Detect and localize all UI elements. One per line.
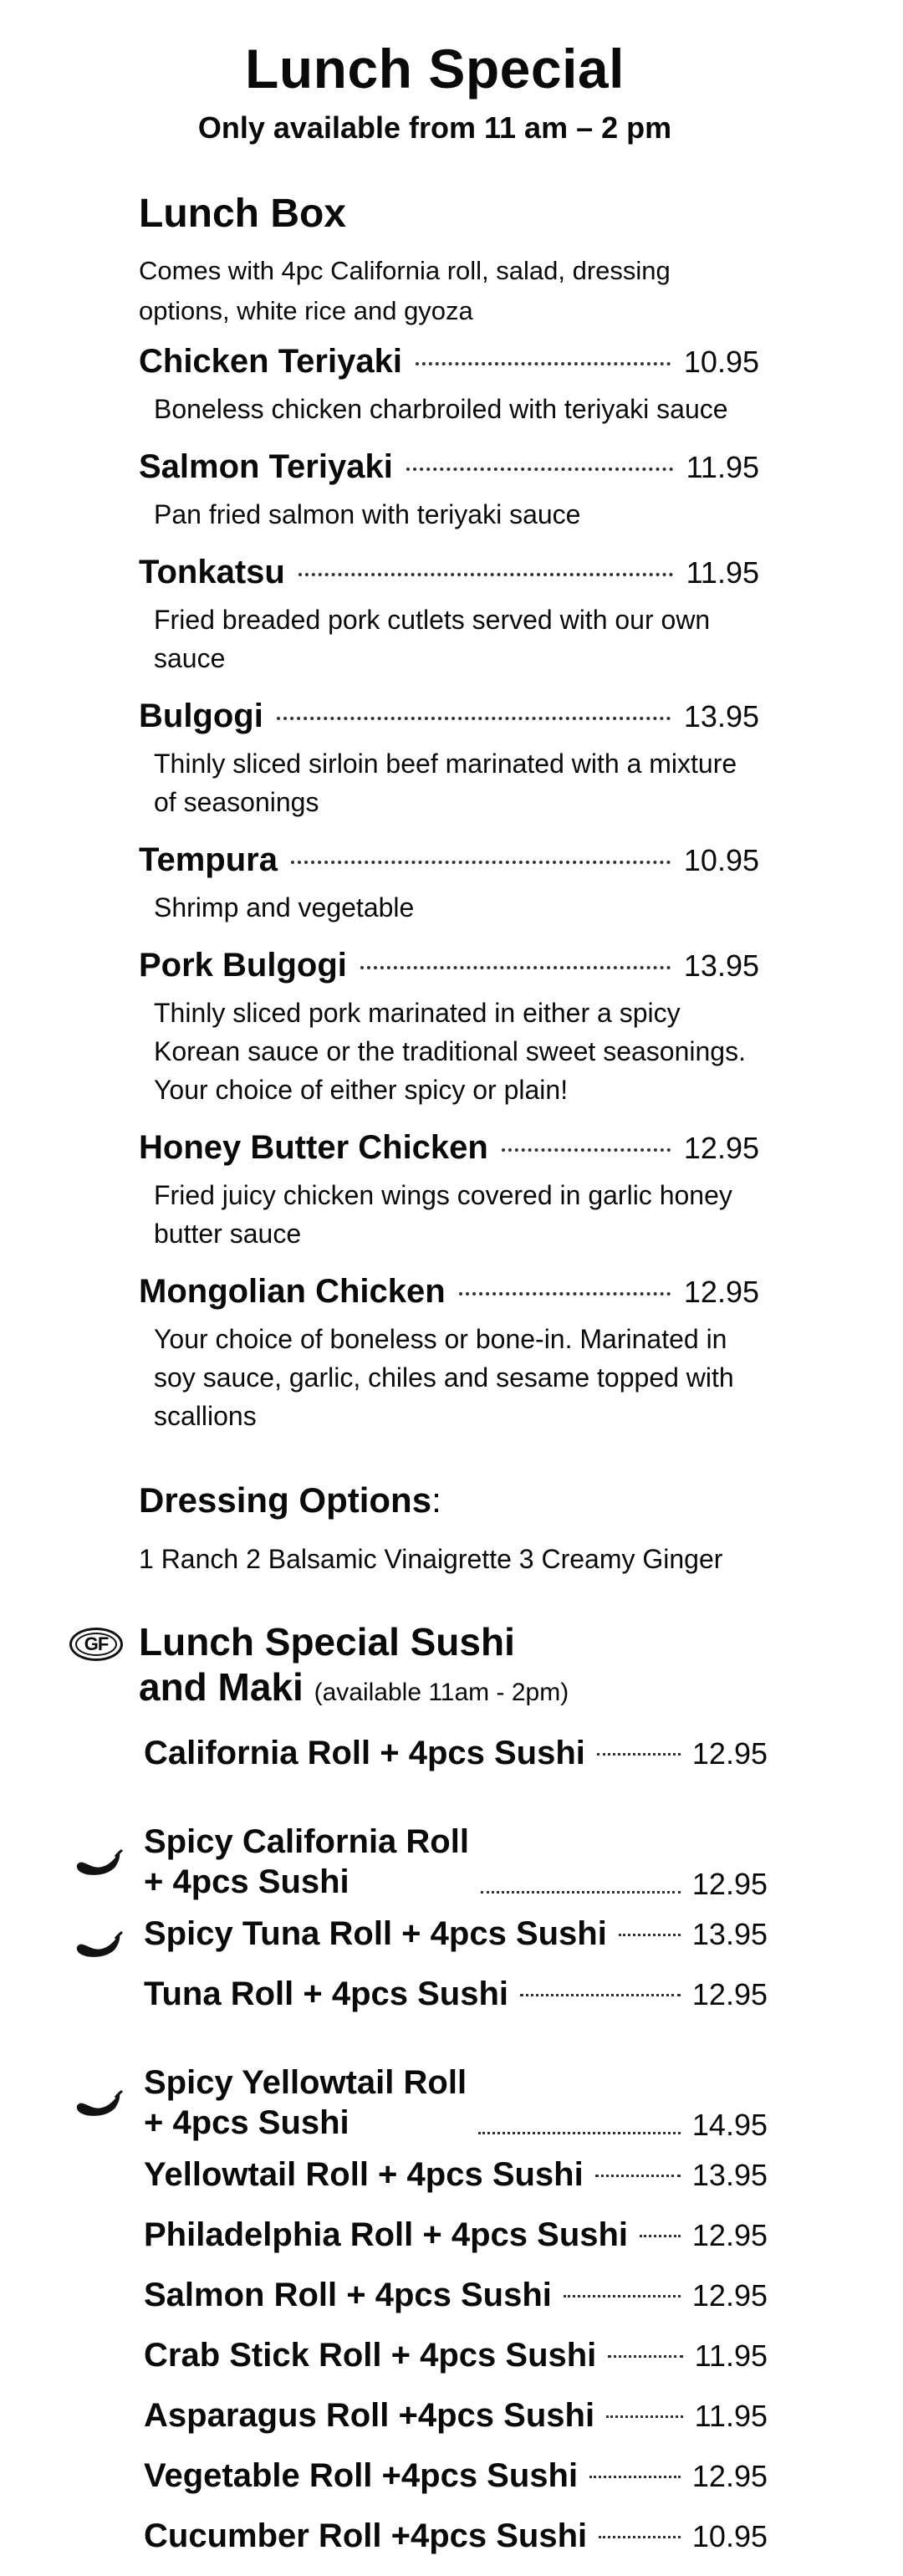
item-name: Tonkatsu — [139, 554, 285, 590]
sushi-item-price: 10.95 — [691, 2519, 768, 2553]
dot-leader — [277, 717, 671, 720]
sushi-item — [144, 2215, 768, 2275]
dot-leader — [298, 573, 673, 576]
sushi-item-price: 12.95 — [691, 2459, 768, 2493]
name-line1: Spicy California Roll — [144, 1823, 469, 1860]
dot-leader — [597, 1753, 681, 1756]
dot-leader — [291, 861, 671, 864]
item-price: 13.95 — [683, 948, 759, 983]
item-description: Thinly sliced sirloin beef marinated with a mixture of seasonings — [154, 749, 737, 817]
menu-item-bulgogi — [139, 698, 759, 821]
item-name: Pork Bulgogi — [139, 947, 347, 984]
item-name: Chicken Teriyaki — [139, 343, 402, 380]
sushi-item-price: 12.95 — [691, 1977, 768, 2011]
lunch-box-description: Comes with 4pc California roll, salad, dressing options, white rice and gyoza — [139, 256, 671, 325]
menu-item-tempura — [139, 841, 759, 927]
sushi-item-name: Salmon Roll + 4pcs Sushi — [144, 2277, 552, 2313]
dot-leader — [640, 2235, 681, 2237]
availability-subtitle: Only available from 11 am – 2 pm — [197, 110, 672, 145]
item-price: 10.95 — [683, 345, 759, 379]
sushi-item — [144, 2154, 768, 2215]
sushi-item-name: Spicy Tuna Roll + 4pcs Sushi — [144, 1915, 607, 1952]
sushi-item-price: 12.95 — [691, 2278, 768, 2313]
menu-item-pork-bulgogi — [139, 947, 759, 1109]
item-description: Boneless chicken charbroiled with teriyaki sauce — [154, 394, 728, 424]
name-line1: Spicy Yellowtail Roll — [144, 2064, 467, 2101]
item-price: 10.95 — [683, 843, 759, 877]
sushi-title-line2: and Maki — [139, 1665, 304, 1709]
sushi-item-price: 12.95 — [691, 1736, 768, 1771]
name-line2: + 4pcs Sushi — [144, 2104, 349, 2141]
dot-leader — [619, 1934, 681, 1936]
sushi-item — [144, 2395, 768, 2456]
menu-item-honey-butter-chicken — [139, 1129, 759, 1253]
sushi-item-price: 12.95 — [691, 2218, 768, 2252]
dot-leader — [478, 2132, 681, 2134]
item-name: Mongolian Chicken — [139, 1273, 446, 1310]
dot-leader — [360, 966, 671, 969]
name-line2: + 4pcs Sushi — [144, 1863, 349, 1900]
dot-leader — [589, 2476, 681, 2478]
sushi-item-price: 13.95 — [691, 1917, 768, 1951]
dot-leader — [502, 1148, 671, 1152]
sushi-items — [144, 1733, 768, 2576]
sushi-item-price: 11.95 — [694, 2338, 768, 2373]
dot-leader — [564, 2295, 681, 2297]
dot-leader — [459, 1292, 671, 1296]
chili-pepper-icon — [74, 1848, 124, 1877]
menu-item-mongolian-chicken — [139, 1273, 759, 1435]
sushi-availability-note: (available 11am - 2pm) — [314, 1679, 569, 1706]
sushi-item-name: Vegetable Roll +4pcs Sushi — [144, 2457, 579, 2494]
sushi-section-title — [139, 1619, 569, 1715]
item-price: 12.95 — [683, 1275, 759, 1309]
menu-item-chicken-teriyaki — [139, 343, 759, 428]
sushi-item-name: Asparagus Roll +4pcs Sushi — [144, 2397, 595, 2434]
sushi-item — [144, 1733, 768, 1793]
sushi-item-price: 12.95 — [691, 1867, 768, 1901]
dot-leader — [606, 2415, 683, 2418]
sushi-item — [144, 1793, 768, 1914]
item-description: Your choice of boneless or bone-in. Marinated in soy sauce, garlic, chiles and sesame topped with scallions — [154, 1324, 734, 1431]
dot-leader — [608, 2355, 682, 2358]
sushi-item — [144, 1974, 768, 2034]
item-price: 13.95 — [683, 699, 759, 733]
lunch-box-title: Lunch Box — [139, 192, 346, 236]
sushi-title-line1: Lunch Special Sushi — [139, 1620, 515, 1664]
item-description: Fried breaded pork cutlets served with our own sauce — [154, 605, 711, 673]
dot-leader — [406, 468, 673, 471]
item-name: Salmon Teriyaki — [139, 448, 393, 485]
dot-leader — [595, 2175, 681, 2177]
gf-badge-text: GF — [84, 1633, 109, 1654]
item-price: 12.95 — [683, 1131, 759, 1165]
dressing-options-list: 1 Ranch 2 Balsamic Vinaigrette 3 Creamy Ginger — [139, 1544, 723, 1574]
sushi-item-name: California Roll + 4pcs Sushi — [144, 1735, 585, 1771]
item-price: 11.95 — [686, 555, 759, 590]
dot-leader — [599, 2536, 681, 2538]
sushi-item-name: Philadelphia Roll + 4pcs Sushi — [144, 2216, 629, 2253]
sushi-item-name: Crab Stick Roll + 4pcs Sushi — [144, 2337, 597, 2374]
sushi-item — [144, 1914, 768, 1974]
sushi-item-name: Yellowtail Roll + 4pcs Sushi — [144, 2156, 584, 2193]
dressing-title-text: Dressing Options — [139, 1480, 432, 1520]
sushi-item — [144, 2275, 768, 2335]
item-price: 11.95 — [686, 450, 759, 484]
lunch-box-items — [139, 343, 759, 1455]
gluten-free-icon — [69, 1628, 123, 1661]
chili-pepper-icon — [74, 1930, 124, 1959]
dressing-options-title: Dressing Options: — [139, 1480, 441, 1520]
sushi-item-price: 13.95 — [691, 2158, 768, 2192]
menu-item-tonkatsu — [139, 554, 759, 677]
item-name: Tempura — [139, 841, 278, 878]
sushi-item-name — [144, 1822, 469, 1902]
dot-leader — [520, 1994, 681, 1996]
page-title: Lunch Special — [245, 38, 625, 100]
sushi-item-name: Tuna Roll + 4pcs Sushi — [144, 1975, 509, 2012]
dot-leader — [481, 1891, 681, 1894]
menu-item-salmon-teriyaki — [139, 448, 759, 534]
dot-leader — [416, 362, 671, 365]
item-description: Pan fried salmon with teriyaki sauce — [154, 499, 581, 529]
sushi-item-name: Cucumber Roll +4pcs Sushi — [144, 2517, 588, 2554]
item-name: Bulgogi — [139, 698, 263, 734]
sushi-item-price: 14.95 — [691, 2108, 768, 2142]
item-description: Fried juicy chicken wings covered in garlic honey butter sauce — [154, 1180, 732, 1249]
item-name: Honey Butter Chicken — [139, 1129, 488, 1166]
item-description: Thinly sliced pork marinated in either a spicy Korean sauce or the traditional sweet seasonings. Your choice of either spicy or plain! — [154, 998, 746, 1105]
sushi-item — [144, 2335, 768, 2395]
item-description: Shrimp and vegetable — [154, 892, 415, 923]
chili-pepper-icon — [74, 2089, 124, 2118]
sushi-item — [144, 2456, 768, 2516]
sushi-item — [144, 2034, 768, 2154]
sushi-item — [144, 2516, 768, 2576]
sushi-item-name — [144, 2062, 467, 2143]
sushi-item-price: 11.95 — [694, 2399, 768, 2433]
